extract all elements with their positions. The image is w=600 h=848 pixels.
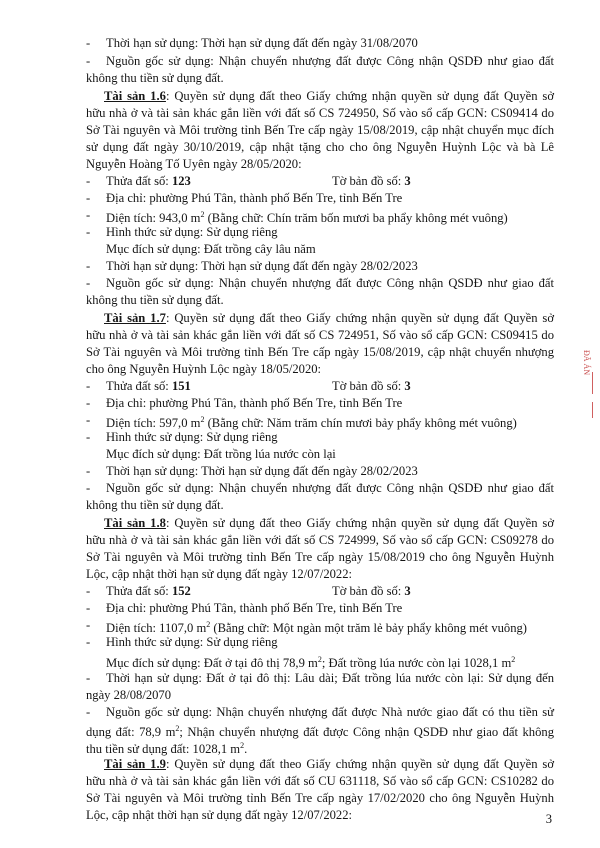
asset-1-7-text: Sở Tài nguyên và Môi trường tỉnh Bến Tre cấp ngày 15/08/2019, cập nhật chuyển nhượng — [86, 345, 554, 359]
usage-origin: Nguồn gốc sử dụng: Nhận chuyển nhượng đất được Công nhận QSDĐ như giao đất — [106, 276, 554, 290]
address: Địa chỉ: phường Phú Tân, thành phố Bến Tre, tỉnh Bến Tre — [106, 191, 403, 205]
bullet-dash: - — [86, 635, 91, 649]
area: Diện tích: 943,0 $m^2$ (Bằng chữ: Chín trăm bốn mươi ba phẩy không mét vuông) — [106, 210, 508, 226]
address: Địa chỉ: phường Phú Tân, thành phố Bến Tre, tỉnh Bến Tre — [106, 601, 403, 615]
bullet-dash: - — [86, 379, 91, 393]
asset-1-8-intro: Tài sản 1.8: Quyền sử dụng đất theo Giấy chứng nhận quyền sử dụng đất Quyền sở — [104, 516, 554, 530]
parcel-number: Thửa đất số: 152 — [106, 584, 191, 598]
asset-1-9-text: Lộc, cập nhật thời hạn sử dụng đất ngày 12/07/2022: — [86, 808, 353, 822]
map-sheet-number: Tờ bản đồ số: 3 — [332, 379, 411, 393]
asset-1-7-intro: Tài sản 1.7: Quyền sử dụng đất theo Giấy chứng nhận quyền sử dụng đất Quyền sở — [104, 311, 554, 325]
usage-form: Hình thức sử dụng: Sử dụng riêng — [106, 635, 278, 649]
area: Diện tích: 597,0 $m^2$ (Bằng chữ: Năm trăm chín mươi bảy phẩy không mét vuông) — [106, 415, 517, 431]
asset-1-9-intro: Tài sản 1.9: Quyền sử dụng đất theo Giấy chứng nhận quyền sử dụng đất Quyền sở — [104, 757, 554, 771]
page-number: 3 — [545, 812, 552, 826]
term-line: Thời hạn sử dụng: Thời hạn sử dụng đất đến ngày 31/08/2070 — [106, 36, 418, 50]
asset-1-7-text: hữu nhà ở và tài sản khác gắn liền với đất số CS 724951, Số vào sổ cấp GCN: CS09415 do — [86, 328, 554, 342]
asset-label: Tài sản 1.8 — [104, 516, 166, 530]
usage-form: Hình thức sử dụng: Sử dụng riêng — [106, 430, 278, 444]
bullet-dash: - — [86, 191, 91, 205]
stamp-mark-line — [592, 372, 593, 394]
bullet-dash: - — [86, 276, 91, 290]
bullet-dash: - — [86, 584, 91, 598]
bullet-dash: - — [86, 396, 91, 410]
asset-1-8-text: Sở Tài nguyên và Môi trường tỉnh Bến Tre cấp ngày 15/08/2019 cho ông Nguyễn Huỳnh — [86, 550, 554, 564]
map-sheet-number: Tờ bản đồ số: 3 — [332, 174, 411, 188]
origin-line: Nguồn gốc sử dụng: Nhận chuyển nhượng đất được Công nhận QSDĐ như giao đất — [106, 54, 554, 68]
usage-purpose: Mục đích sử dụng: Đất trồng cây lâu năm — [106, 242, 316, 256]
area: Diện tích: 1107,0 $m^2$ (Bằng chữ: Một ngàn một trăm lẻ bảy phẩy không mét vuông) — [106, 620, 527, 636]
bullet-dash: - — [86, 601, 91, 615]
bullet-dash: - — [86, 430, 91, 444]
bullet-dash: - — [86, 174, 91, 188]
usage-origin-cont: không thu tiền sử dụng đất. — [86, 293, 224, 307]
bullet-dash: - — [86, 413, 91, 427]
asset-label: Tài sản 1.9 — [104, 757, 166, 771]
asset-1-6-text: hữu nhà ở và tài sản khác gắn liền với đất số CS 724950, Số vào sổ cấp GCN: CS09414 do — [86, 106, 554, 120]
usage-term: Thời hạn sử dụng: Thời hạn sử dụng đất đến ngày 28/02/2023 — [106, 464, 418, 478]
origin-line-cont: không thu tiền sử dụng đất. — [86, 71, 224, 85]
asset-label: Tài sản 1.6 — [104, 89, 166, 103]
bullet-dash: - — [86, 671, 91, 685]
asset-1-7-text: cho ông Nguyễn Huỳnh Lộc ngày 18/05/2020: — [86, 362, 322, 376]
parcel-number: Thửa đất số: 123 — [106, 174, 191, 188]
asset-1-6-intro: Tài sản 1.6: Quyền sử dụng đất theo Giấy chứng nhận quyền sử dụng đất Quyền sở — [104, 89, 554, 103]
bullet-dash: - — [86, 54, 91, 68]
asset-1-6-text: Nguyễn Hoàng Tố Uyên ngày 28/05/2020: — [86, 157, 302, 171]
usage-form: Hình thức sử dụng: Sử dụng riêng — [106, 225, 278, 239]
usage-purpose: Mục đích sử dụng: Đất trồng lúa nước còn lại — [106, 447, 336, 461]
asset-1-8-text: Lộc, cập nhật thời hạn sử dụng đất ngày 12/07/2022: — [86, 567, 353, 581]
usage-term: Thời hạn sử dụng: Đất ở tại đô thị: Lâu dài; Đất trồng lúa nước còn lại: Sử dụng đến — [106, 671, 554, 685]
bullet-dash: - — [86, 225, 91, 239]
usage-term-cont: ngày 28/08/2070 — [86, 688, 172, 702]
asset-1-9-text: Sở Tài nguyên và Môi trường tỉnh Bến Tre cấp ngày 17/02/2020 cho ông Nguyễn Huỳnh — [86, 791, 554, 805]
usage-origin-cont: không thu tiền sử dụng đất. — [86, 498, 224, 512]
bullet-dash: - — [86, 481, 91, 495]
usage-origin-cont: thu tiền sử dụng đất: 1028,1 $m^2$. — [86, 741, 248, 757]
asset-1-6-text: Sở Tài nguyên và Môi trường tỉnh Bến Tre cấp ngày 15/08/2019, cập nhật chuyển mục đích — [86, 123, 554, 137]
address: Địa chỉ: phường Phú Tân, thành phố Bến Tre, tỉnh Bến Tre — [106, 396, 403, 410]
usage-term: Thời hạn sử dụng: Thời hạn sử dụng đất đến ngày 28/02/2023 — [106, 259, 418, 273]
usage-origin-cont: dụng đất: 78,9 $m^2$; Nhận chuyển nhượng đất được Công nhận QSDĐ như giao đất không — [86, 724, 554, 740]
bullet-dash: - — [86, 618, 91, 632]
asset-1-6-text: sử dụng đất ngày 30/10/2019, cập nhật tặng cho cho ông Nguyễn Huỳnh Lộc và bà Lê — [86, 140, 554, 154]
usage-origin: Nguồn gốc sử dụng: Nhận chuyển nhượng đất được Công nhận QSDĐ như giao đất — [106, 481, 554, 495]
bullet-dash: - — [86, 36, 91, 50]
asset-1-8-text: hữu nhà ở và tài sản khác gắn liền với đất số CS 724999, Số vào sổ cấp GCN: CS09278 do — [86, 533, 554, 547]
parcel-number: Thửa đất số: 151 — [106, 379, 191, 393]
stamp-mark: ĐÃ ÁN — [582, 350, 591, 376]
asset-1-9-text: hữu nhà ở và tài sản khác gắn liền với đất số CU 631118, Số vào sổ cấp GCN: CS10282 do — [86, 774, 554, 788]
usage-origin: Nguồn gốc sử dụng: Nhận chuyển nhượng đất được Nhà nước giao đất có thu tiền sử — [106, 705, 554, 719]
bullet-dash: - — [86, 208, 91, 222]
asset-label: Tài sản 1.7 — [104, 311, 166, 325]
usage-purpose: Mục đích sử dụng: Đất ở tại đô thị 78,9 $m^2$; Đất trồng lúa nước còn lại 1028,1 $m^2$ — [106, 655, 516, 671]
stamp-mark-line — [592, 402, 593, 418]
bullet-dash: - — [86, 464, 91, 478]
bullet-dash: - — [86, 705, 91, 719]
map-sheet-number: Tờ bản đồ số: 3 — [332, 584, 411, 598]
bullet-dash: - — [86, 259, 91, 273]
